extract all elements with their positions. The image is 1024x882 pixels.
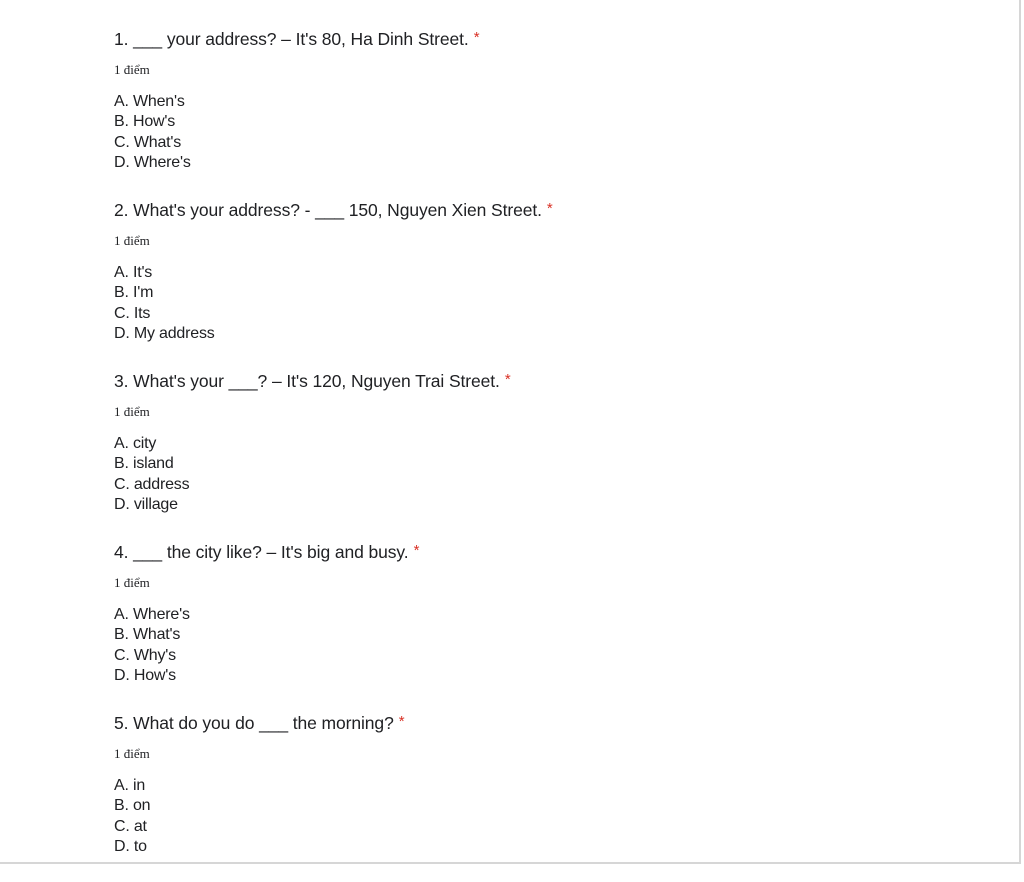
points-label: 1 điểm: [114, 575, 150, 590]
question-text: 2. What's your address? - ___ 150, Nguyen Xien Street.: [114, 200, 542, 220]
option-b[interactable]: B. What's: [114, 626, 181, 644]
option-d[interactable]: D. to: [114, 837, 147, 855]
required-asterisk: *: [504, 371, 511, 388]
option-a[interactable]: A. city: [114, 435, 157, 452]
option-list: [114, 92, 974, 173]
quiz-form: [114, 27, 974, 882]
points-label: 1 điểm: [114, 404, 150, 419]
question-1: [114, 27, 974, 198]
question-2: [114, 198, 974, 369]
required-asterisk: *: [413, 542, 420, 559]
question-title: [114, 711, 974, 735]
question-text: 4. ___ the city like? – It's big and busy.: [114, 542, 409, 562]
option-c[interactable]: C. address: [114, 475, 190, 493]
option-list: [114, 605, 974, 686]
question-title: [114, 198, 974, 222]
option-list: [114, 263, 974, 344]
option-c[interactable]: C. Why's: [114, 646, 176, 664]
option-a[interactable]: A. in: [114, 777, 146, 794]
question-4: [114, 540, 974, 711]
option-a[interactable]: A. Where's: [114, 606, 190, 623]
option-d[interactable]: D. My address: [114, 324, 215, 342]
option-c[interactable]: C. Its: [114, 304, 151, 322]
option-d[interactable]: D. Where's: [114, 153, 191, 171]
question-text: 1. ___ your address? – It's 80, Ha Dinh Street.: [114, 29, 469, 49]
option-list: [114, 776, 974, 857]
option-a[interactable]: A. It's: [114, 264, 153, 281]
required-asterisk: *: [546, 200, 553, 217]
points-label: 1 điểm: [114, 62, 150, 77]
option-c[interactable]: C. at: [114, 817, 147, 835]
question-title: [114, 540, 974, 564]
question-5: [114, 711, 974, 882]
option-a[interactable]: A. When's: [114, 93, 185, 110]
option-b[interactable]: B. on: [114, 797, 151, 815]
option-b[interactable]: B. island: [114, 455, 174, 473]
option-b[interactable]: B. How's: [114, 113, 176, 131]
question-3: [114, 369, 974, 540]
question-text: 3. What's your ___? – It's 120, Nguyen Trai Street.: [114, 371, 500, 391]
points-label: 1 điểm: [114, 233, 150, 248]
question-text: 5. What do you do ___ the morning?: [114, 713, 394, 733]
required-asterisk: *: [398, 713, 405, 730]
option-list: [114, 434, 974, 515]
option-b[interactable]: B. I'm: [114, 284, 154, 302]
required-asterisk: *: [473, 29, 480, 46]
question-title: [114, 27, 974, 51]
points-label: 1 điểm: [114, 746, 150, 761]
option-d[interactable]: D. village: [114, 495, 178, 513]
option-d[interactable]: D. How's: [114, 666, 176, 684]
option-c[interactable]: C. What's: [114, 133, 182, 151]
question-title: [114, 369, 974, 393]
